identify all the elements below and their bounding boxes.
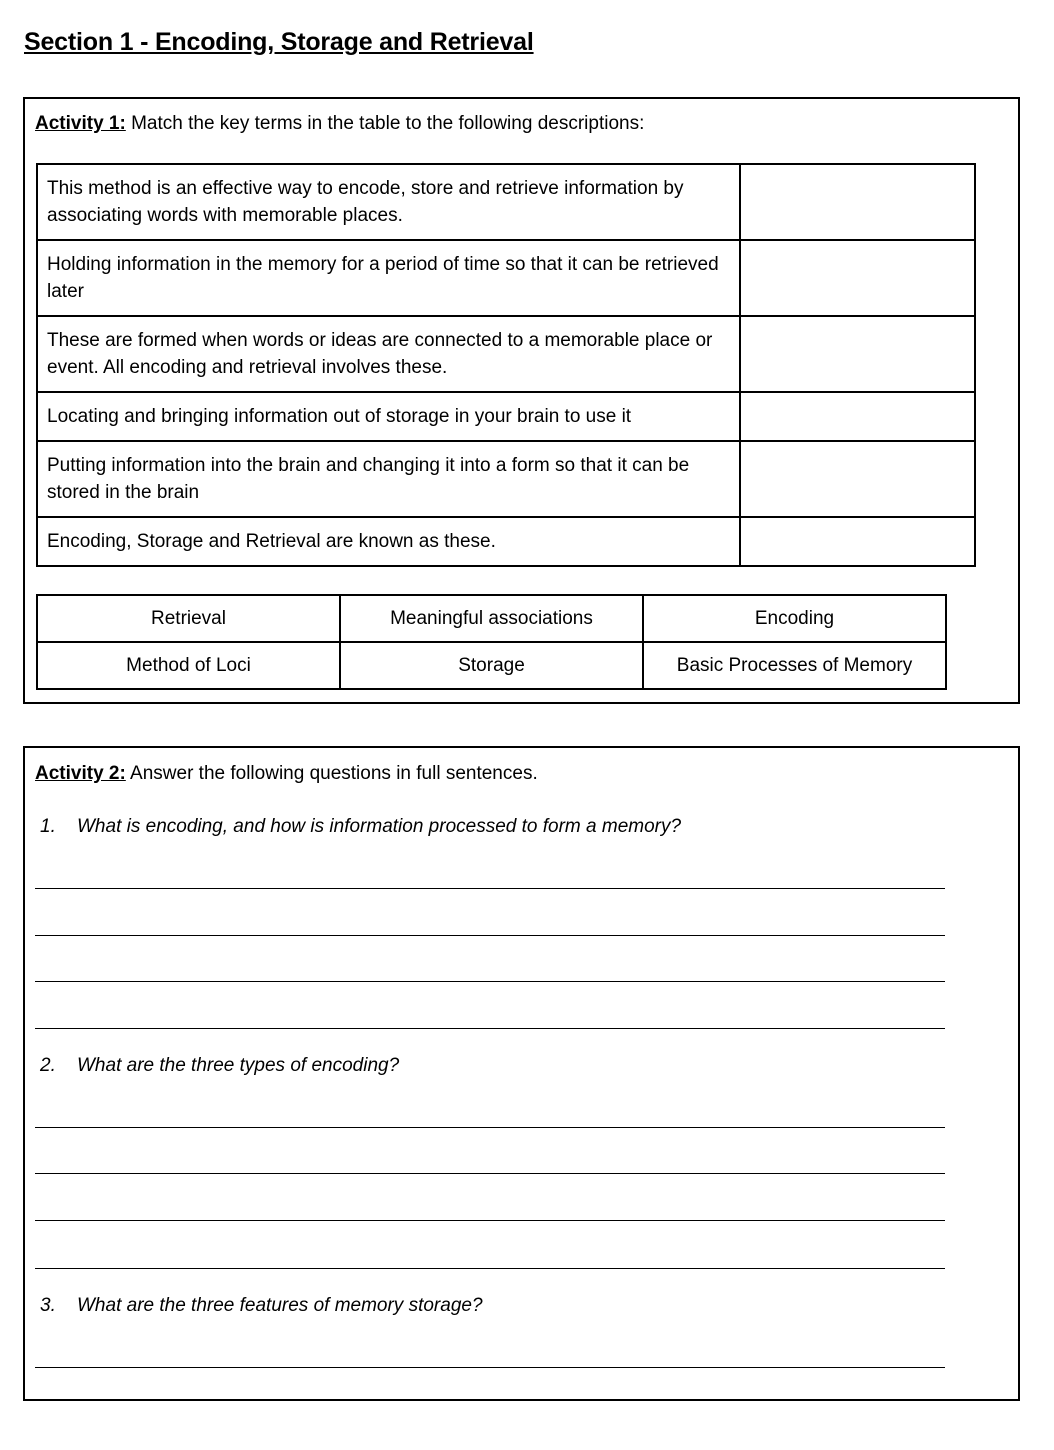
activity-1-box <box>23 97 1020 704</box>
description-cell: This method is an effective way to encode, store and retrieve information by associating words with memorable places. <box>37 164 740 240</box>
answer-cell[interactable] <box>740 517 975 566</box>
description-cell: Holding information in the memory for a period of time so that it can be retrieved later <box>37 240 740 316</box>
description-cell: Encoding, Storage and Retrieval are known as these. <box>37 517 740 566</box>
activity-2-box <box>23 746 1020 1401</box>
activity-1-heading <box>35 113 644 135</box>
table-row <box>37 392 975 441</box>
descriptions-table <box>36 163 976 567</box>
table-row <box>37 240 975 316</box>
description-cell: Locating and bringing information out of storage in your brain to use it <box>37 392 740 441</box>
answer-line[interactable] <box>35 888 945 889</box>
answer-cell[interactable] <box>740 164 975 240</box>
table-row <box>37 595 946 642</box>
table-row <box>37 316 975 392</box>
question-number: 2. <box>40 1055 56 1076</box>
answer-line[interactable] <box>35 1173 945 1174</box>
table-row <box>37 164 975 240</box>
question-number: 3. <box>40 1295 56 1316</box>
question-number: 1. <box>40 816 56 837</box>
answer-line[interactable] <box>35 1220 945 1221</box>
key-terms-table <box>36 594 947 690</box>
answer-line[interactable] <box>35 1127 945 1128</box>
key-term-cell: Retrieval <box>37 595 340 642</box>
activity-2-instruction: Answer the following questions in full sentences. <box>125 763 538 784</box>
answer-cell[interactable] <box>740 392 975 441</box>
answer-line[interactable] <box>35 981 945 982</box>
key-term-cell: Method of Loci <box>37 642 340 689</box>
question-3 <box>40 1295 483 1317</box>
activity-1-instruction: Match the key terms in the table to the following descriptions: <box>125 113 645 134</box>
question-text: What are the three features of memory storage? <box>77 1295 483 1316</box>
activity-2-label: Activity 2: <box>35 763 126 784</box>
table-row <box>37 517 975 566</box>
table-row <box>37 441 975 517</box>
description-cell: Putting information into the brain and changing it into a form so that it can be stored in the brain <box>37 441 740 517</box>
activity-2-heading <box>35 763 538 785</box>
activity-1-label: Activity 1: <box>35 113 126 134</box>
question-1 <box>40 816 681 838</box>
key-term-cell: Storage <box>340 642 643 689</box>
section-title: Section 1 - Encoding, Storage and Retrieval <box>24 28 534 56</box>
question-text: What are the three types of encoding? <box>77 1055 400 1076</box>
description-cell: These are formed when words or ideas are connected to a memorable place or event. All encoding and retrieval involves these. <box>37 316 740 392</box>
key-term-cell: Meaningful associations <box>340 595 643 642</box>
answer-line[interactable] <box>35 1367 945 1368</box>
key-term-cell: Basic Processes of Memory <box>643 642 946 689</box>
key-term-cell: Encoding <box>643 595 946 642</box>
answer-line[interactable] <box>35 1268 945 1269</box>
answer-line[interactable] <box>35 935 945 936</box>
answer-cell[interactable] <box>740 316 975 392</box>
answer-line[interactable] <box>35 1028 945 1029</box>
answer-cell[interactable] <box>740 240 975 316</box>
table-row <box>37 642 946 689</box>
question-text: What is encoding, and how is information processed to form a memory? <box>77 816 682 837</box>
question-2 <box>40 1055 399 1077</box>
answer-cell[interactable] <box>740 441 975 517</box>
